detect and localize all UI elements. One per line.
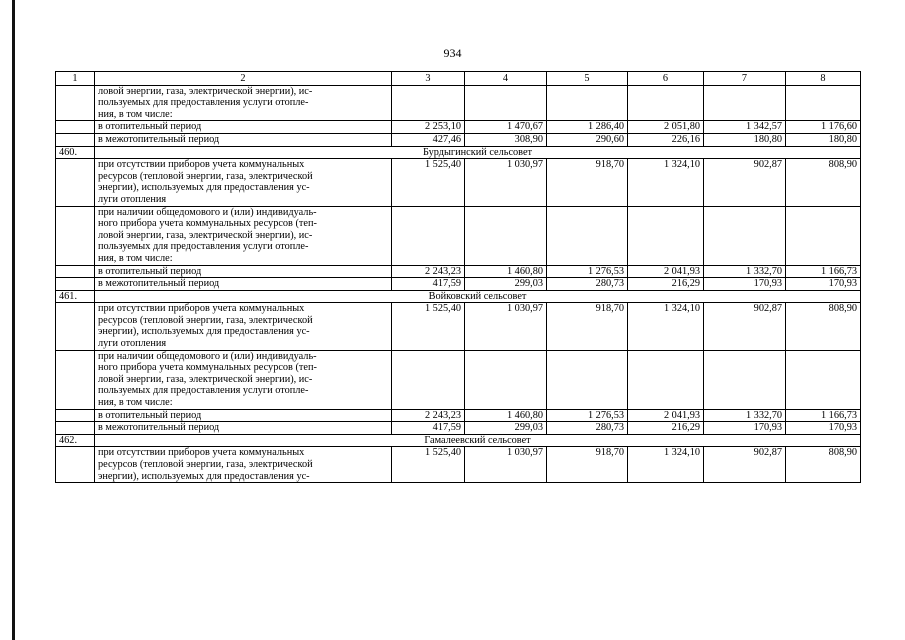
value-cell: 1 030,97 bbox=[465, 159, 547, 206]
description-line: при отсутствии приборов учета коммунальных bbox=[98, 303, 305, 315]
value-cell: 1 525,40 bbox=[392, 447, 465, 483]
value-cell: 1 176,60 bbox=[786, 121, 861, 134]
value-cell bbox=[465, 85, 547, 121]
value-cell bbox=[628, 206, 704, 265]
value-cell: 2 041,93 bbox=[628, 265, 704, 278]
value-cell: 918,70 bbox=[547, 159, 628, 206]
description-line: при отсутствии приборов учета коммунальных bbox=[98, 159, 305, 171]
column-header: 5 bbox=[547, 72, 628, 86]
value-cell bbox=[628, 350, 704, 409]
column-header: 1 bbox=[56, 72, 95, 86]
value-cell: 308,90 bbox=[465, 133, 547, 146]
description-line: ресурсов (тепловой энергии, газа, электрической bbox=[98, 459, 313, 470]
description-line: энергии), используемых для предоставления ус- bbox=[98, 182, 310, 194]
page-number: 934 bbox=[443, 46, 462, 60]
value-cell: 180,80 bbox=[704, 133, 786, 146]
value-cell bbox=[547, 206, 628, 265]
value-cell: 902,87 bbox=[704, 303, 786, 350]
description-cell bbox=[95, 303, 392, 350]
description-line: при наличии общедомового и (или) индивидуаль- bbox=[98, 206, 317, 218]
description-line: энергии), используемых для предоставления ус- bbox=[98, 470, 310, 482]
value-cell bbox=[786, 85, 861, 121]
value-cell: 280,73 bbox=[547, 278, 628, 291]
value-cell: 290,60 bbox=[547, 133, 628, 146]
value-cell: 918,70 bbox=[547, 447, 628, 483]
description-line: ресурсов (тепловой энергии, газа, электрической bbox=[98, 314, 313, 326]
description-line: пользуемых для предоставления услуги отопле- bbox=[98, 385, 309, 397]
table-row bbox=[56, 447, 861, 483]
description-line: в отопительный период bbox=[98, 409, 202, 421]
description-line: в межотопительный период bbox=[98, 422, 220, 434]
value-cell: 1 525,40 bbox=[392, 159, 465, 206]
description-line: пользуемых для предоставления услуги отопле- bbox=[98, 97, 309, 109]
description-line: в отопительный период bbox=[98, 121, 202, 133]
index-cell bbox=[56, 206, 95, 265]
value-cell: 1 324,10 bbox=[628, 447, 704, 483]
section-title: Бурдыгинский сельсовет bbox=[95, 146, 861, 159]
description-cell bbox=[95, 447, 392, 483]
table-body bbox=[56, 72, 861, 483]
value-cell: 427,46 bbox=[392, 133, 465, 146]
value-cell: 216,29 bbox=[628, 422, 704, 435]
section-title: Гамалеевский сельсовет bbox=[95, 434, 861, 447]
value-cell: 180,80 bbox=[786, 133, 861, 146]
value-cell: 2 243,23 bbox=[392, 265, 465, 278]
column-header: 8 bbox=[786, 72, 861, 86]
scan-margin-bar bbox=[12, 0, 15, 640]
index-cell bbox=[56, 85, 95, 121]
description-cell bbox=[95, 409, 392, 422]
value-cell: 1 166,73 bbox=[786, 265, 861, 278]
description-cell bbox=[95, 265, 392, 278]
column-number-header-row bbox=[56, 72, 861, 86]
value-cell: 299,03 bbox=[465, 422, 547, 435]
value-cell: 918,70 bbox=[547, 303, 628, 350]
description-line: в отопительный период bbox=[98, 265, 202, 277]
value-cell bbox=[392, 350, 465, 409]
value-cell: 1 324,10 bbox=[628, 159, 704, 206]
value-cell bbox=[704, 85, 786, 121]
description-cell bbox=[95, 422, 392, 435]
index-cell bbox=[56, 422, 95, 435]
value-cell: 1 332,70 bbox=[704, 265, 786, 278]
index-cell bbox=[56, 409, 95, 422]
value-cell: 299,03 bbox=[465, 278, 547, 291]
description-line: ния, в том числе: bbox=[98, 397, 173, 409]
value-cell: 808,90 bbox=[786, 159, 861, 206]
value-cell: 2 243,23 bbox=[392, 409, 465, 422]
section-number: 462. bbox=[56, 434, 95, 447]
value-cell: 216,29 bbox=[628, 278, 704, 291]
table-row bbox=[56, 422, 861, 435]
value-cell: 902,87 bbox=[704, 159, 786, 206]
section-title: Войковский сельсовет bbox=[95, 290, 861, 303]
value-cell bbox=[547, 350, 628, 409]
value-cell: 808,90 bbox=[786, 447, 861, 483]
index-cell bbox=[56, 265, 95, 278]
value-cell: 1 324,10 bbox=[628, 303, 704, 350]
value-cell: 170,93 bbox=[786, 278, 861, 291]
value-cell: 1 460,80 bbox=[465, 265, 547, 278]
description-line: ного прибора учета коммунальных ресурсов (теп- bbox=[98, 218, 317, 230]
value-cell: 226,16 bbox=[628, 133, 704, 146]
value-cell: 1 030,97 bbox=[465, 303, 547, 350]
value-cell: 1 470,67 bbox=[465, 121, 547, 134]
value-cell bbox=[704, 350, 786, 409]
value-cell: 170,93 bbox=[704, 278, 786, 291]
description-cell bbox=[95, 85, 392, 121]
description-cell bbox=[95, 278, 392, 291]
description-line: луги отопления bbox=[98, 193, 167, 205]
section-row bbox=[56, 290, 861, 303]
description-line: при отсутствии приборов учета коммунальных bbox=[98, 447, 305, 459]
value-cell: 1 525,40 bbox=[392, 303, 465, 350]
value-cell: 170,93 bbox=[704, 422, 786, 435]
value-cell: 1 166,73 bbox=[786, 409, 861, 422]
index-cell bbox=[56, 278, 95, 291]
description-line: при наличии общедомового и (или) индивидуаль- bbox=[98, 350, 317, 362]
value-cell: 1 332,70 bbox=[704, 409, 786, 422]
value-cell bbox=[392, 206, 465, 265]
value-cell bbox=[704, 206, 786, 265]
section-row bbox=[56, 146, 861, 159]
column-header: 3 bbox=[392, 72, 465, 86]
description-line: ного прибора учета коммунальных ресурсов (теп- bbox=[98, 362, 317, 374]
table-row bbox=[56, 303, 861, 350]
table-row bbox=[56, 350, 861, 409]
index-cell bbox=[56, 303, 95, 350]
description-line: ресурсов (тепловой энергии, газа, электрической bbox=[98, 170, 313, 182]
description-cell bbox=[95, 350, 392, 409]
value-cell: 1 286,40 bbox=[547, 121, 628, 134]
value-cell: 808,90 bbox=[786, 303, 861, 350]
section-row bbox=[56, 434, 861, 447]
table-row bbox=[56, 206, 861, 265]
description-line: луги отопления bbox=[98, 338, 167, 350]
table-row bbox=[56, 159, 861, 206]
index-cell bbox=[56, 447, 95, 483]
value-cell bbox=[392, 85, 465, 121]
value-cell bbox=[628, 85, 704, 121]
column-header: 6 bbox=[628, 72, 704, 86]
value-cell: 417,59 bbox=[392, 278, 465, 291]
description-line: в межотопительный период bbox=[98, 133, 220, 145]
description-line: ловой энергии, газа, электрической энергии), ис- bbox=[98, 373, 313, 385]
value-cell: 1 276,53 bbox=[547, 265, 628, 278]
value-cell bbox=[786, 206, 861, 265]
description-line: пользуемых для предоставления услуги отопле- bbox=[98, 241, 309, 253]
description-cell bbox=[95, 133, 392, 146]
description-cell bbox=[95, 121, 392, 134]
description-line: энергии), используемых для предоставления ус- bbox=[98, 326, 310, 338]
value-cell bbox=[465, 206, 547, 265]
description-line: ловой энергии, газа, электрической энергии), ис- bbox=[98, 229, 313, 241]
section-number: 461. bbox=[56, 290, 95, 303]
description-line: в межотопительный период bbox=[98, 278, 220, 290]
value-cell: 2 041,93 bbox=[628, 409, 704, 422]
value-cell: 1 030,97 bbox=[465, 447, 547, 483]
value-cell: 417,59 bbox=[392, 422, 465, 435]
table-row bbox=[56, 265, 861, 278]
description-line: ния, в том числе: bbox=[98, 252, 173, 264]
table-row bbox=[56, 133, 861, 146]
description-line: ния, в том числе: bbox=[98, 108, 173, 120]
value-cell: 1 276,53 bbox=[547, 409, 628, 422]
value-cell: 280,73 bbox=[547, 422, 628, 435]
value-cell bbox=[786, 350, 861, 409]
description-cell bbox=[95, 206, 392, 265]
value-cell: 2 253,10 bbox=[392, 121, 465, 134]
tariff-table bbox=[55, 71, 861, 483]
index-cell bbox=[56, 121, 95, 134]
column-header: 4 bbox=[465, 72, 547, 86]
value-cell: 902,87 bbox=[704, 447, 786, 483]
description-line: ловой энергии, газа, электрической энергии), ис- bbox=[98, 85, 313, 97]
column-header: 2 bbox=[95, 72, 392, 86]
value-cell: 1 342,57 bbox=[704, 121, 786, 134]
value-cell: 170,93 bbox=[786, 422, 861, 435]
value-cell: 2 051,80 bbox=[628, 121, 704, 134]
value-cell bbox=[547, 85, 628, 121]
table-row bbox=[56, 121, 861, 134]
description-cell bbox=[95, 159, 392, 206]
index-cell bbox=[56, 159, 95, 206]
table-row bbox=[56, 85, 861, 121]
section-number: 460. bbox=[56, 146, 95, 159]
table-row bbox=[56, 409, 861, 422]
value-cell bbox=[465, 350, 547, 409]
table-row bbox=[56, 278, 861, 291]
column-header: 7 bbox=[704, 72, 786, 86]
index-cell bbox=[56, 133, 95, 146]
value-cell: 1 460,80 bbox=[465, 409, 547, 422]
index-cell bbox=[56, 350, 95, 409]
